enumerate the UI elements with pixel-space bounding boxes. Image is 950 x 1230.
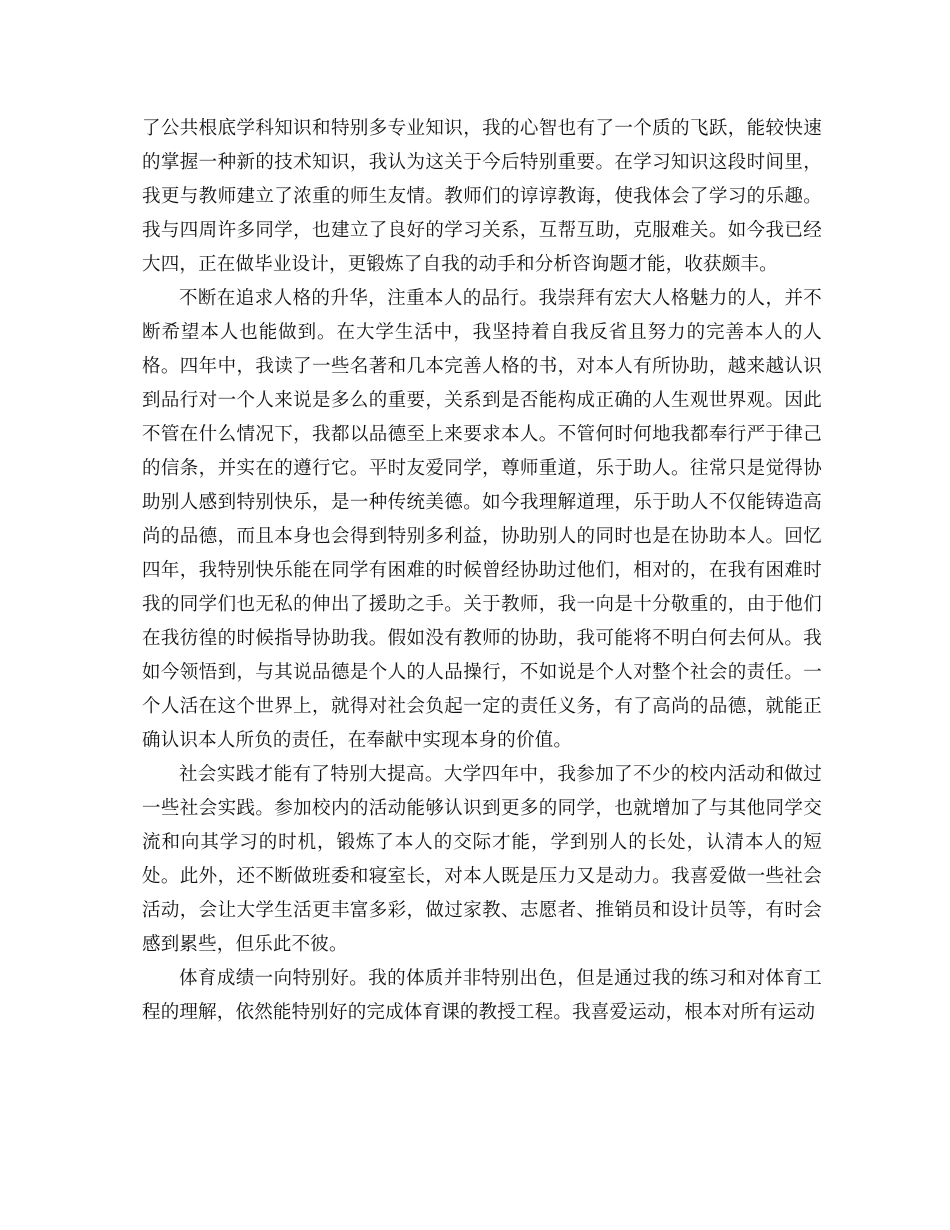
paragraph: 了公共根底学科知识和特别多专业知识，我的心智也有了一个质的飞跃，能较快速的掌握一种新的技术知识，我认为这关于今后特别重要。在学习知识这段时间里，我更与教师建立了浓重的师生友情。教师们的谆谆教诲，使我体会了学习的乐趣。我与四周许多同学，也建立了良好的学习关系，互帮互助，克服难关。如今我已经大四，正在做毕业设计，更锻炼了自我的动手和分析咨询题才能，收获颇丰。 <box>142 118 822 275</box>
paragraph: 体育成绩一向特别好。我的体质并非特别出色，但是通过我的练习和对体育工程的理解，依然能特别好的完成体育课的教授工程。我喜爱运动，根本对所有运动 <box>142 968 822 1023</box>
paragraph: 不断在追求人格的升华，注重本人的品行。我崇拜有宏大人格魅力的人，并不断希望本人也能做到。在大学生活中，我坚持着自我反省且努力的完善本人的人格。四年中，我读了一些名著和几本完善人格的书，对本人有所协助，越来越认识到品行对一个人来说是多么的重要，关系到是否能构成正确的人生观世界观。因此不管在什么情况下，我都以品德至上来要求本人。不管何时何地我都奉行严于律己的信条，并实在的遵行它。平时友爱同学，尊师重道，乐于助人。往常只是觉得协助别人感到特别快乐，是一种传统美德。如今我理解道理，乐于助人不仅能铸造高尚的品德，而且本身也会得到特别多利益，协助别人的同时也是在协助本人。回忆四年，我特别快乐能在同学有困难的时候曾经协助过他们，相对的，在我有困难时我的同学们也无私的伸出了援助之手。关于教师，我一向是十分敬重的，由于他们在我彷徨的时候指导协助我。假如没有教师的协助，我可能将不明白何去何从。我如今领悟到，与其说品德是个人的人品操行，不如说是个人对整个社会的责任。一个人活在这个世界上，就得对社会负起一定的责任义务，有了高尚的品德，就能正确认识本人所负的责任，在奉献中实现本身的价值。 <box>142 288 822 751</box>
document-body <box>142 112 822 1030</box>
paragraph: 社会实践才能有了特别大提高。大学四年中，我参加了不少的校内活动和做过一些社会实践。参加校内的活动能够认识到更多的同学，也就增加了与其他同学交流和向其学习的时机，锻炼了本人的交际才能，学到别人的长处，认清本人的短处。此外，还不断做班委和寝室长，对本人既是压力又是动力。我喜爱做一些社会活动，会让大学生活更丰富多彩，做过家教、志愿者、推销员和设计员等，有时会感到累些，但乐此不彼。 <box>142 764 822 955</box>
